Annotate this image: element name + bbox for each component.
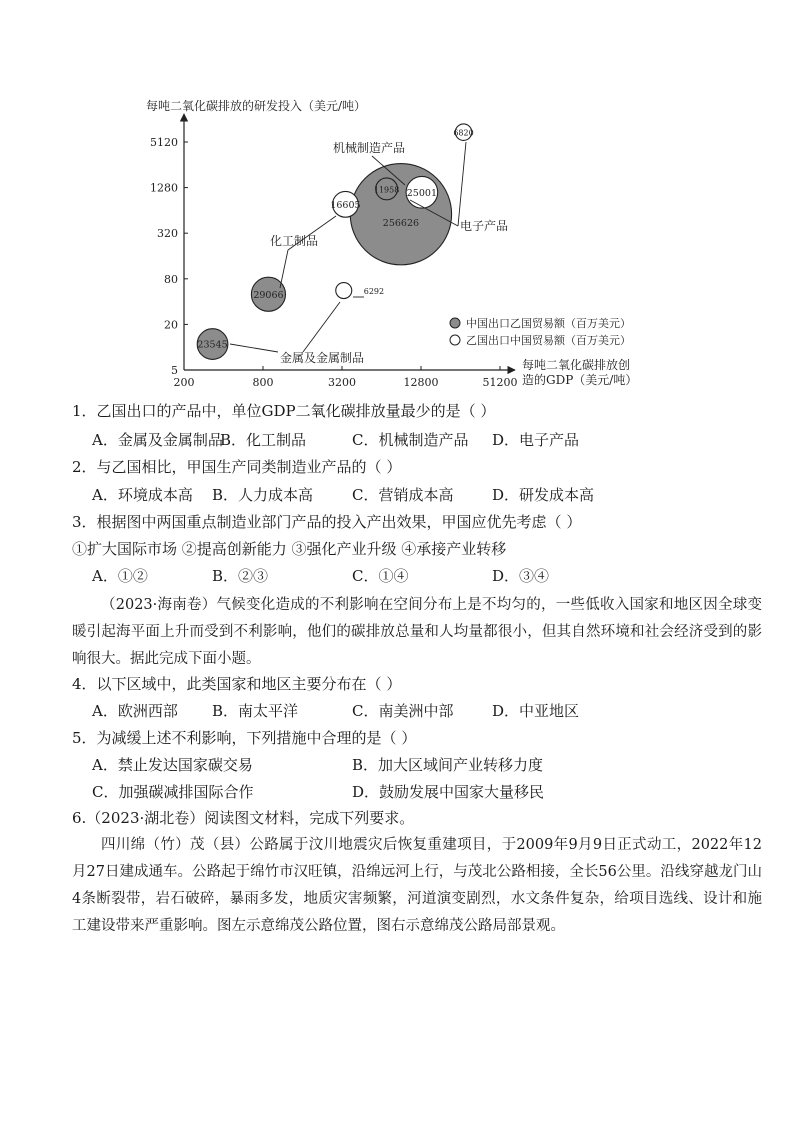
bubble-value-label: 11958 xyxy=(373,185,400,195)
q3-option-d[interactable]: D．③④ xyxy=(492,567,550,585)
question-5: 5．为减缓上述不利影响，下列措施中合理的是（ ） xyxy=(72,729,417,747)
q3-option-a[interactable]: A．①② xyxy=(92,567,148,585)
q2-option-d[interactable]: D．研发成本高 xyxy=(492,486,595,504)
leader-line-metals-2 xyxy=(303,302,340,352)
bubble-value-label: 29066 xyxy=(253,289,284,301)
x-tick-label: 200 xyxy=(173,376,195,389)
annotation-metals: 金属及金属制品 xyxy=(280,351,365,365)
x-tick-label: 3200 xyxy=(328,376,356,389)
bubble-value-label: 23545 xyxy=(197,339,228,351)
bubble-value-label: 16605 xyxy=(330,199,361,211)
leader-line-metals xyxy=(230,344,278,352)
leader-line-electronics-2 xyxy=(458,142,466,226)
x-axis-label-line2: 造的GDP（美元/吨） xyxy=(522,373,638,387)
x-tick-label: 51200 xyxy=(482,376,518,389)
legend-label-yi-export: 乙国出口中国贸易额（百万美元） xyxy=(466,334,631,347)
annotation-chemical: 化工制品 xyxy=(270,234,319,248)
y-axis-label: 每吨二氧化碳排放的研发投入（美元/吨） xyxy=(146,99,367,113)
bubble-value-label: 25001 xyxy=(406,187,438,199)
q4-option-d[interactable]: D．中亚地区 xyxy=(492,702,580,720)
q4-option-c[interactable]: C．南美洲中部 xyxy=(352,702,454,720)
q4-option-a[interactable]: A．欧洲西部 xyxy=(92,702,178,720)
q5-option-c[interactable]: C．加强碳减排国际合作 xyxy=(92,783,254,801)
bubble-value-label: 6292 xyxy=(363,287,385,297)
bubble-value-label: 6820 xyxy=(453,128,474,138)
y-tick-label: 20 xyxy=(164,318,178,332)
question-6: 6.（2023·湖北卷）阅读图文材料，完成下列要求。 xyxy=(72,809,415,827)
q5-option-a[interactable]: A．禁止发达国家碳交易 xyxy=(92,756,253,774)
question-3-options xyxy=(92,566,549,586)
question-3: 3．根据图中两国重点制造业部门产品的投入产出效果，甲国应优先考虑（ ） xyxy=(72,513,582,531)
q2-option-c[interactable]: C．营销成本高 xyxy=(352,486,454,504)
legend-swatch-yi-export xyxy=(450,335,460,345)
x-tick-label: 800 xyxy=(252,376,274,389)
q3-option-b[interactable]: B．②③ xyxy=(212,567,269,585)
legend-label-china-export: 中国出口乙国贸易额（百万美元） xyxy=(466,317,631,330)
passage-hubei: 四川绵（竹）茂（县）公路属于汶川地震灾后恢复重建项目，于2009年9月9日正式动工，2022年12月27日建成通车。公路起于绵竹市汉旺镇，沿绵远河上行，与茂北公路相接，全长56公里。沿线穿越龙门山4条断裂带，岩石破碎，暴雨多发，地质灾害频繁，河道演变剧烈，水文条件复杂，给项目选线、设计和施工建设带来严重影响。图左示意绵茂公路位置，图右示意绵茂公路局部景观。 xyxy=(72,837,762,934)
question-5-options-row-1 xyxy=(92,755,543,775)
y-tick-label: 80 xyxy=(164,272,178,286)
q4-option-b[interactable]: B．南太平洋 xyxy=(212,702,299,720)
annotation-machinery: 机械制造产品 xyxy=(333,141,406,155)
leader-line-chemical-2 xyxy=(280,250,288,288)
bubble-chart xyxy=(140,90,660,395)
q1-option-b[interactable]: B．化工制品 xyxy=(220,431,307,449)
question-5-options-row-2 xyxy=(92,782,544,802)
question-3-items: ①扩大国际市场 ②提高创新能力 ③强化产业升级 ④承接产业转移 xyxy=(72,540,507,558)
question-2: 2．与乙国相比，甲国生产同类制造业产品的（ ） xyxy=(72,458,402,476)
annotation-electronics: 电子产品 xyxy=(460,219,509,233)
y-tick-label: 5120 xyxy=(150,136,178,149)
q2-option-b[interactable]: B．人力成本高 xyxy=(212,486,314,504)
y-tick-label: 1280 xyxy=(150,181,178,195)
q5-option-d[interactable]: D．鼓励发展中国家大量移民 xyxy=(352,783,545,801)
bubble-value-label: 256626 xyxy=(382,218,420,230)
q2-option-a[interactable]: A．环境成本高 xyxy=(92,486,193,504)
x-axis-label-line1: 每吨二氧化碳排放创 xyxy=(522,358,631,372)
q1-option-a[interactable]: A．金属及金属制品 xyxy=(92,431,223,449)
question-1: 1．乙国出口的产品中，单位GDP二氧化碳排放量最少的是（ ） xyxy=(72,402,496,420)
question-4: 4．以下区域中，此类国家和地区主要分布在（ ） xyxy=(72,675,402,693)
q5-option-b[interactable]: B．加大区域间产业转移力度 xyxy=(352,756,544,774)
legend xyxy=(450,316,631,347)
q1-option-c[interactable]: C．机械制造产品 xyxy=(352,431,469,449)
q3-option-c[interactable]: C．①④ xyxy=(352,567,409,585)
question-2-options xyxy=(92,485,594,505)
question-1-options xyxy=(92,430,579,450)
legend-swatch-china-export xyxy=(450,318,460,328)
x-tick-label: 12800 xyxy=(403,376,439,389)
bubble xyxy=(336,283,352,299)
y-tick-label: 320 xyxy=(157,227,178,241)
y-tick-label: 5 xyxy=(171,364,178,377)
question-4-options xyxy=(92,701,579,721)
passage-hainan: （2023·海南卷）气候变化造成的不利影响在空间分布上是不均匀的，一些低收入国家和地区因全球变暖引起海平面上升而受到不利影响，他们的碳排放总量和人均量都很小，但其自然环境和社会经济受到的影响很大。据此完成下面小题。 xyxy=(72,597,762,667)
q1-option-d[interactable]: D．电子产品 xyxy=(492,431,580,449)
